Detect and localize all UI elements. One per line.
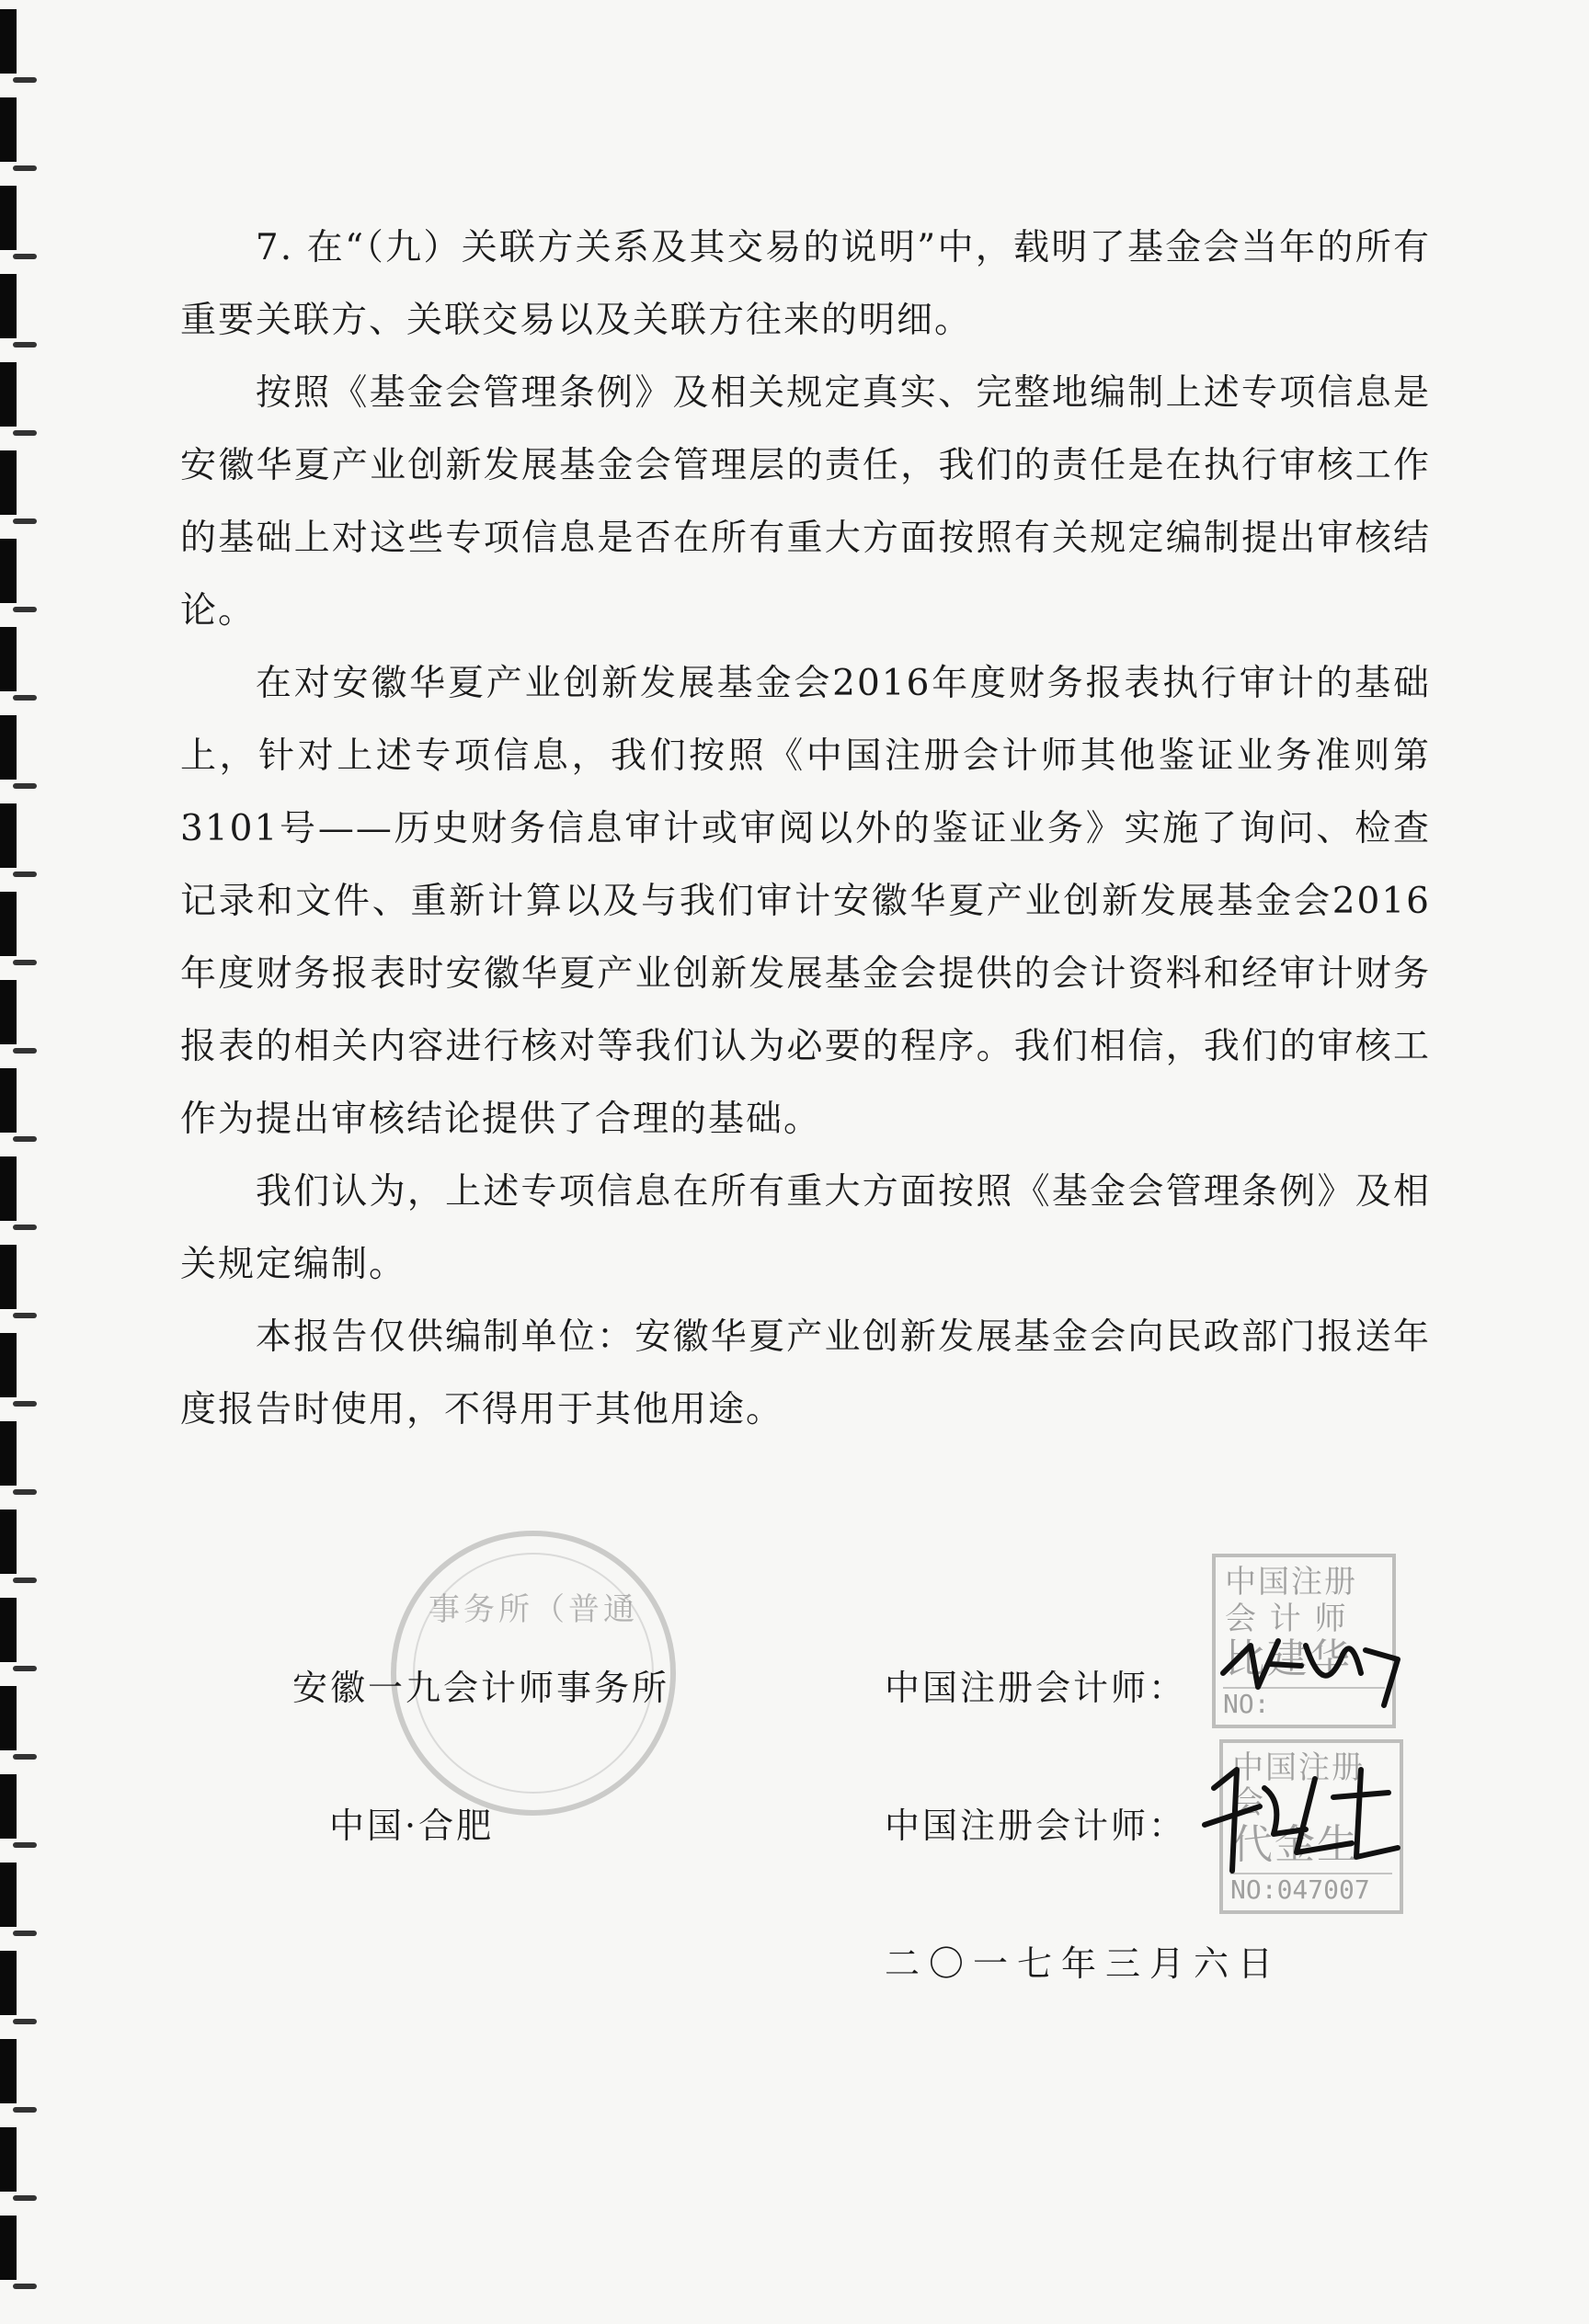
binding-hook [13, 1489, 37, 1495]
binding-hook [13, 1401, 37, 1407]
binding-strip [0, 0, 55, 2324]
cpa-stamp-2-number: NO:047007 [1230, 1873, 1392, 1905]
binding-tab [0, 1156, 17, 1221]
binding-hook [13, 1754, 37, 1760]
paragraph-procedures: 在对安徽华夏产业创新发展基金会2016年度财务报表执行审计的基础上，针对上述专项信息，我们按照《中国注册会计师其他鉴证业务准则第3101号——历史财务信息审计或审阅以外的鉴证业务》实施了询问、检查记录和文件、重新计算以及与我们审计安徽华夏产业创新发展基金会2016年度财务报表时安徽华夏产业创新发展基金会提供的会计资料和经审计财务报表的相关内容进行核对等我们认为必要的程序。我们相信，我们的审核工作为提出审核结论提供了合理的基础。 [180, 663, 1431, 1140]
binding-tab [0, 9, 17, 74]
binding-hook [13, 783, 37, 789]
cpa-stamp-2-line3: 代金生 [1232, 1821, 1359, 1868]
binding-tab [0, 450, 17, 515]
binding-tab [0, 627, 17, 691]
binding-tab [0, 1951, 17, 2015]
binding-tab [0, 274, 17, 338]
binding-tab [0, 1068, 17, 1133]
binding-hook [13, 1136, 37, 1142]
binding-hook [13, 960, 37, 965]
binding-tab [0, 1333, 17, 1397]
binding-hook [13, 607, 37, 612]
binding-hook [13, 2019, 37, 2024]
binding-hook [13, 2107, 37, 2113]
binding-tab [0, 1421, 17, 1486]
binding-hook [13, 2284, 37, 2289]
binding-tab [0, 803, 17, 868]
paragraph-conclusion: 我们认为，上述专项信息在所有重大方面按照《基金会管理条例》及相关规定编制。 [180, 1171, 1431, 1285]
binding-hook [13, 2195, 37, 2201]
binding-tab [0, 1245, 17, 1309]
binding-hook [13, 1048, 37, 1054]
cpa-stamp-1-line3: 比建华 [1225, 1635, 1352, 1682]
firm-seal-text: 事务所（普通 [429, 1591, 638, 1628]
cpa-label-1: 中国注册会计师： [885, 1668, 1187, 1708]
binding-tab [0, 980, 17, 1044]
binding-tab [0, 2039, 17, 2103]
firm-location: 中国·合肥 [329, 1806, 495, 1846]
binding-hook [13, 165, 37, 171]
binding-tab [0, 2216, 17, 2280]
binding-hook [13, 1666, 37, 1671]
binding-hook [13, 1313, 37, 1318]
binding-tab [0, 186, 17, 250]
binding-hook [13, 1225, 37, 1230]
binding-hook [13, 342, 37, 347]
cpa-stamp-2-line1: 中国注册会 [1232, 1749, 1365, 1821]
paragraph-responsibility: 按照《基金会管理条例》及相关规定真实、完整地编制上述专项信息是安徽华夏产业创新发展基金会管理层的责任，我们的责任是在执行审核工作的基础上对这些专项信息是否在所有重大方面按照有关规定编制提出审核结论。 [180, 372, 1431, 632]
binding-hook [13, 872, 37, 877]
binding-tab [0, 892, 17, 956]
binding-tab [0, 1686, 17, 1750]
firm-name: 安徽一九会计师事务所 [292, 1668, 670, 1708]
binding-tab [0, 97, 17, 162]
cpa-stamp-1-line1: 中国注册 [1225, 1564, 1357, 1601]
signature-1-icon [1214, 1618, 1416, 1737]
paragraph-usage-restriction: 本报告仅供编制单位：安徽华夏产业创新发展基金会向民政部门报送年度报告时使用，不得用于其他用途。 [180, 1316, 1431, 1430]
cpa-label-2: 中国注册会计师： [885, 1806, 1187, 1846]
binding-tab [0, 1774, 17, 1839]
paragraph-related-parties: 7. 在“（九）关联方关系及其交易的说明”中，载明了基金会当年的所有重要关联方、关联交易以及关联方往来的明细。 [180, 227, 1431, 341]
binding-tab [0, 539, 17, 603]
signature-2-icon [1195, 1751, 1407, 1889]
binding-tab [0, 1509, 17, 1574]
cpa-stamp-1-number: NO: [1223, 1687, 1385, 1719]
cpa-stamp-1-line2: 会 计 师 [1225, 1601, 1348, 1637]
binding-tab [0, 2127, 17, 2192]
binding-tab [0, 362, 17, 427]
binding-hook [13, 518, 37, 524]
binding-tab [0, 1863, 17, 1927]
binding-tab [0, 715, 17, 780]
report-body [180, 211, 1431, 1446]
binding-hook [13, 77, 37, 83]
binding-hook [13, 1842, 37, 1848]
report-date: 二〇一七年三月六日 [885, 1943, 1283, 1984]
binding-hook [13, 430, 37, 436]
binding-hook [13, 1931, 37, 1936]
binding-hook [13, 1578, 37, 1583]
binding-hook [13, 695, 37, 701]
binding-tab [0, 1598, 17, 1662]
binding-hook [13, 254, 37, 259]
